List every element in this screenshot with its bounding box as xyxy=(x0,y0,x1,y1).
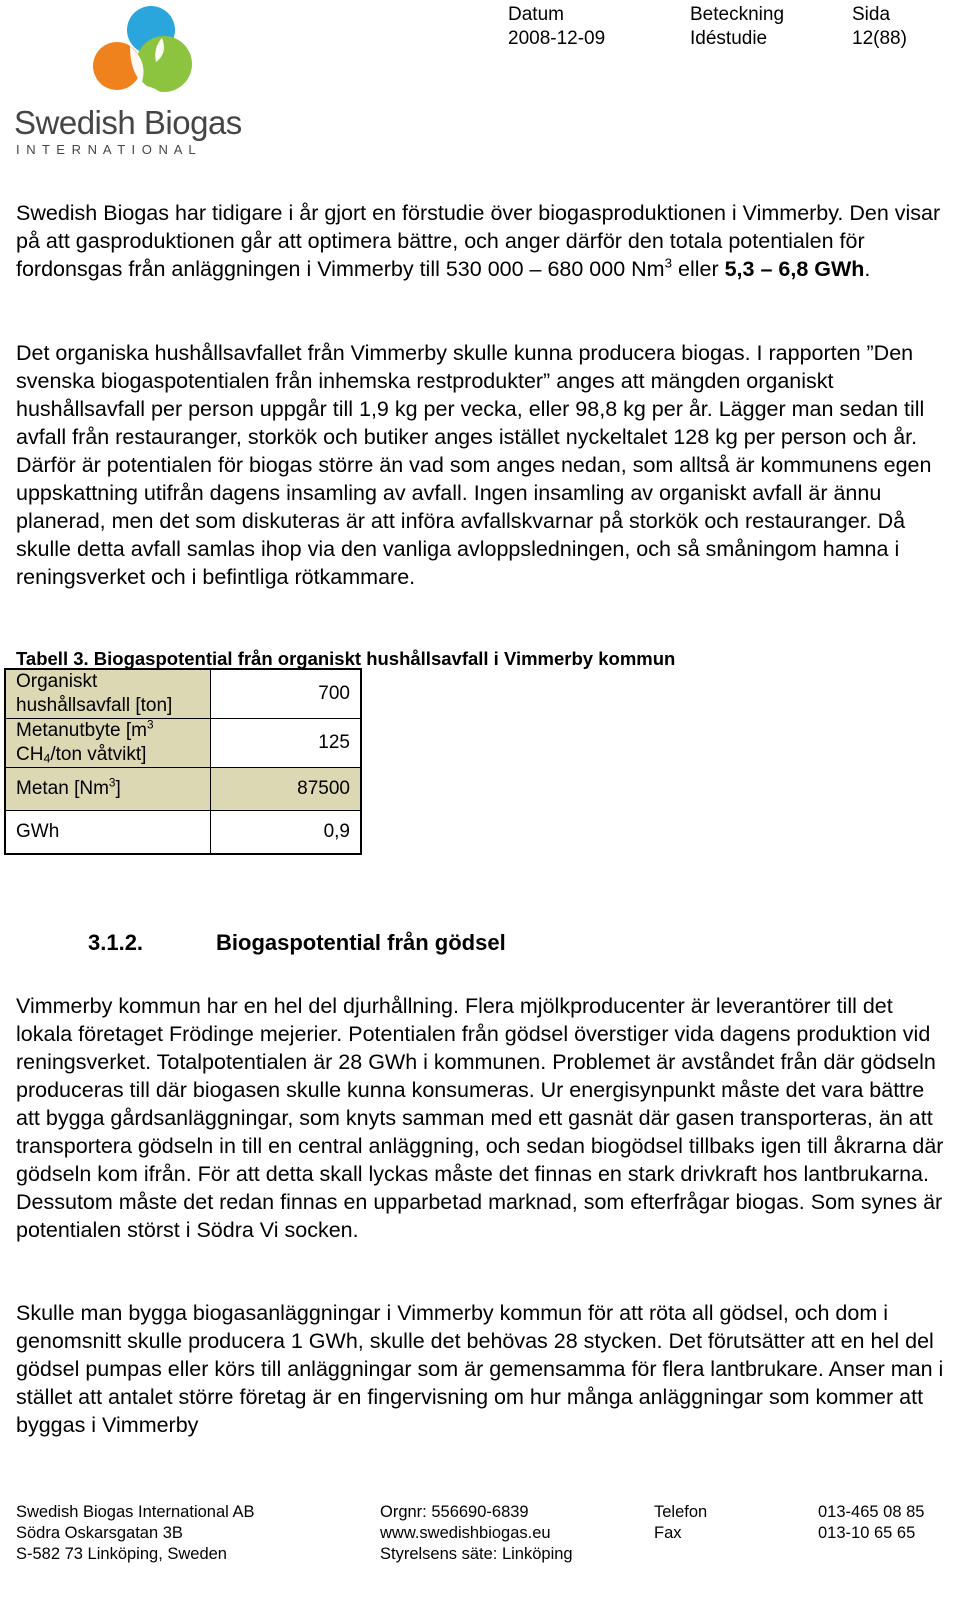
row2-label-line2: /ton våtvikt] xyxy=(50,744,147,765)
intro-energy-range: 5,3 – 6,8 GWh xyxy=(724,257,865,281)
row3-superscript: 3 xyxy=(108,776,116,790)
table-cell-value: 125 xyxy=(211,719,362,768)
reference-label: Beteckning xyxy=(690,4,785,25)
row1-label-line2: hushållsavfall [ton] xyxy=(16,695,173,716)
intro-superscript: 3 xyxy=(664,255,673,271)
row3-label-end: ] xyxy=(115,778,121,799)
row2-subscript: 4 xyxy=(43,751,51,766)
table-caption: Tabell 3. Biogaspotential från organiskt hushållsavfall i Vimmerby kommun xyxy=(16,648,676,669)
section-title: Biogaspotential från gödsel xyxy=(216,930,506,955)
table-row xyxy=(5,811,361,855)
table-cell-label: GWh xyxy=(5,811,211,855)
footer-contact-values xyxy=(818,1502,924,1544)
reference-value: Idéstudie xyxy=(690,28,768,49)
footer-city: S-582 73 Linköping, Sweden xyxy=(16,1545,227,1563)
header-reference xyxy=(690,3,784,51)
footer-seat: Styrelsens säte: Linköping xyxy=(380,1545,573,1563)
table-cell-label xyxy=(5,669,211,719)
intro-text-end: . xyxy=(864,257,871,281)
header-page xyxy=(852,3,907,51)
header-date xyxy=(508,3,605,51)
table-row xyxy=(5,768,361,811)
page-label: Sida xyxy=(852,4,891,25)
footer-contact-labels xyxy=(654,1502,707,1544)
date-value: 2008-12-09 xyxy=(508,28,606,49)
footer-orgnr: Orgnr: 556690-6839 xyxy=(380,1503,529,1521)
table-row xyxy=(5,719,361,768)
footer-fax: 013-10 65 65 xyxy=(818,1524,916,1542)
paragraph-intro xyxy=(16,199,946,283)
footer-phone-label: Telefon xyxy=(654,1503,708,1521)
table-cell-value: 700 xyxy=(211,669,362,719)
table-cell-value: 87500 xyxy=(211,768,362,811)
paragraph-plant-count: Skulle man bygga biogasanläggningar i Vimmerby kommun för att röta all gödsel, och dom i genomsnitt skulle producera 1 GWh, skulle det behövas 28 stycken. Det förutsätter att en hel del gödsel pumpas eller körs till anläggningar som är gemensamma för flera lantbrukare. Anser man i stället att antalet större företag är en fingervisning om hur många anläggningar som kommer att byggas i Vimmerby xyxy=(16,1301,944,1437)
logo-subtitle: I N T E R N A T I O N A L xyxy=(16,142,198,157)
table-cell-value: 0,9 xyxy=(211,811,362,855)
footer-street: Södra Oskarsgatan 3B xyxy=(16,1524,183,1542)
footer-registration xyxy=(380,1502,573,1565)
logo-green-circle xyxy=(136,36,192,92)
row2-label-ch: CH xyxy=(16,744,44,765)
row2-label-line1: Metanutbyte [m xyxy=(16,720,147,741)
row2-superscript: 3 xyxy=(146,718,154,732)
table-cell-label xyxy=(5,768,211,811)
company-logo xyxy=(14,4,262,159)
intro-text: Swedish Biogas har tidigare i år gjort en förstudie över biogasproduktionen i Vimmerby. Den visar på att gasproduktionen går att optimera bättre, och anger därför den totala potentialen för fordonsgas från anläggningen i Vimmerby till 530 000 – 680 000 Nm xyxy=(16,201,941,281)
footer-company: Swedish Biogas International AB xyxy=(16,1503,255,1521)
footer-website[interactable]: www.swedishbiogas.eu xyxy=(380,1524,551,1542)
page-number: 12(88) xyxy=(852,28,907,49)
footer-phone: 013-465 08 85 xyxy=(818,1503,925,1521)
logo-wordmark: Swedish Biogas xyxy=(14,104,242,141)
row1-label-line1: Organiskt xyxy=(16,671,98,692)
footer-fax-label: Fax xyxy=(654,1524,682,1542)
table-row xyxy=(5,669,361,719)
table-cell-label xyxy=(5,719,211,768)
paragraph-manure-potential: Vimmerby kommun har en hel del djurhållning. Flera mjölkproducenter är leverantörer till det lokala företaget Frödinge mejerier. Potentialen från gödsel överstiger vida dagens produktion vid reningsverket. Totalpotentialen är 28 GWh i kommunen. Problemet är avståndet från där gödseln produceras till där biogasen skulle kunna konsumeras. Ur energisynpunkt måste det vara bättre att bygga gårdsanläggningar, som knyts samman med ett gasnät där gasen transporteras, än att transportera gödseln in till en central anläggning, och sedan biogödsel tillbaks igen till åkrarna där gödseln kom ifrån. För att detta skall lyckas måste det finnas en stark drivkraft hos lantbrukarna. Dessutom måste det redan finnas en upparbetad marknad, som efterfrågar biogas. Som synes är potentialen störst i Södra Vi socken. xyxy=(16,994,944,1242)
date-label: Datum xyxy=(508,4,564,25)
biogas-potential-table xyxy=(4,668,362,855)
section-number: 3.1.2. xyxy=(88,930,144,955)
intro-text-mid: eller xyxy=(672,257,725,281)
paragraph-household-waste: Det organiska hushållsavfallet från Vimmerby skulle kunna producera biogas. I rapporten ”Den svenska biogaspotentialen från inhemska restprodukter” anges att mängden organiskt hushållsavfall per person uppgår till 1,9 kg per vecka, eller 98,8 kg per år. Lägger man sedan till avfall från restauranger, storkök och butiker anges istället nyckeltalet 128 kg per person och år. Därför är potentialen för biogas större än vad som anges nedan, som alltså är kommunens egen uppskattning utifrån dagens insamling av avfall. Ingen insamling av organiskt avfall är ännu planerad, men det som diskuteras är att införa avfallskvarnar på storkök och restauranger. Då skulle detta avfall samlas ihop via den vanliga avloppsledningen, och så småningom hamna i reningsverket och i befintliga rötkammare. xyxy=(16,341,932,589)
footer-address xyxy=(16,1502,255,1565)
row3-label: Metan [Nm xyxy=(16,778,109,799)
